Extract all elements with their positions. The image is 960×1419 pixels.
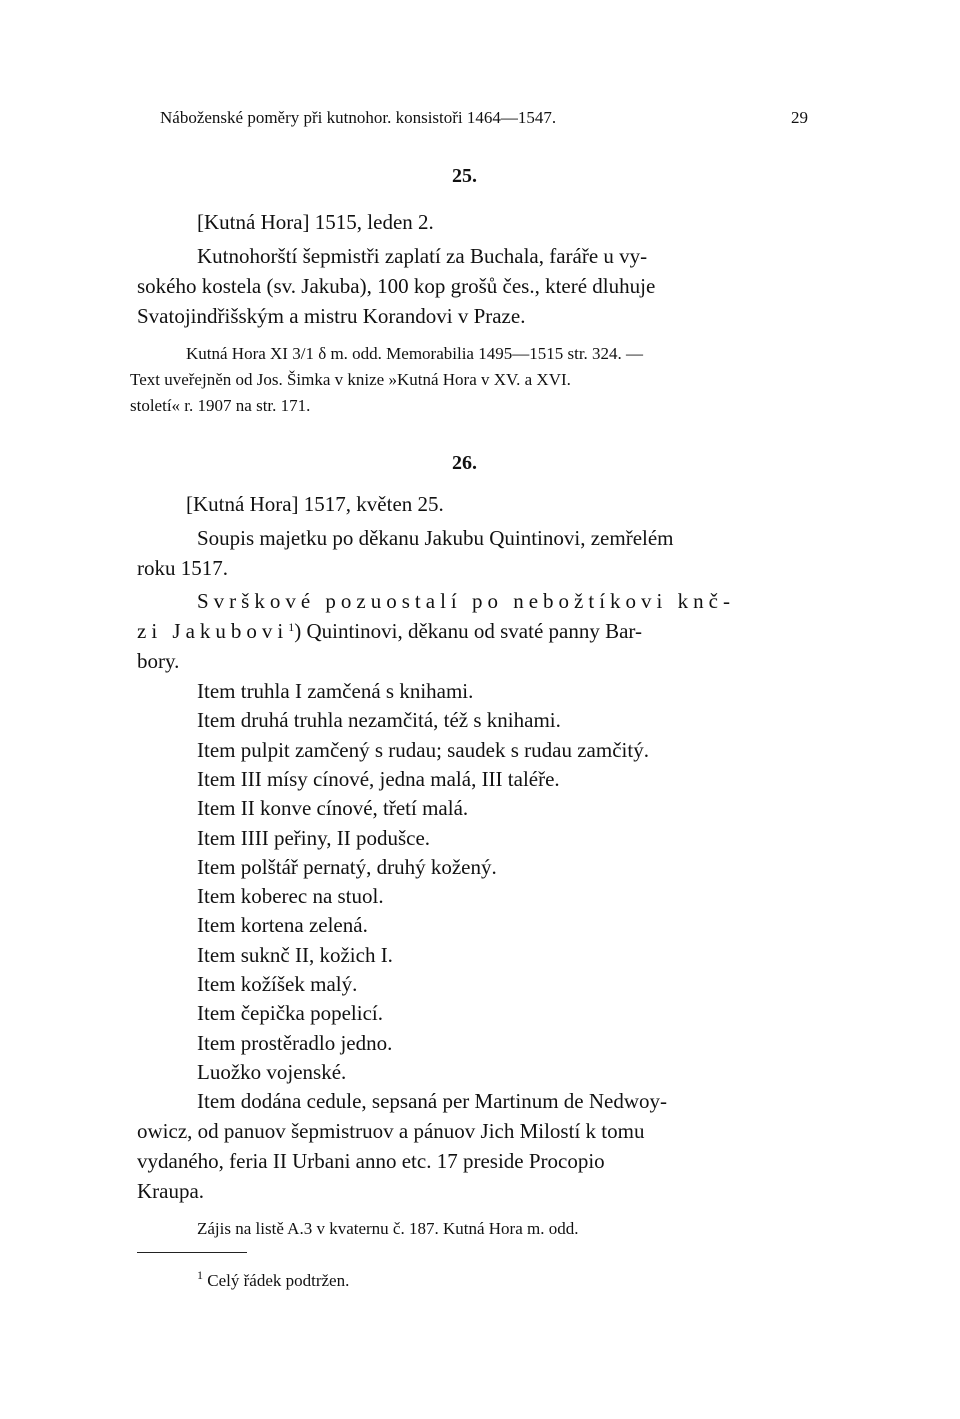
doc26-title-name: zi Jakubovi bbox=[137, 619, 289, 643]
inventory-item: Item druhá truhla nezamčitá, též s knihami. bbox=[197, 708, 561, 732]
doc26-place-date: [Kutná Hora] 1517, květen 25. bbox=[186, 492, 444, 516]
doc26-title-line-2 bbox=[137, 618, 642, 644]
document-number-26: 26. bbox=[452, 452, 477, 474]
inventory-item: Item IIII peřiny, II podušce. bbox=[197, 826, 431, 850]
doc25-source-line-2: Text uveřejněn od Jos. Šimka v knize »Kutná Hora v XV. a XVI. bbox=[130, 370, 571, 389]
footnote-separator bbox=[137, 1252, 247, 1253]
inventory-item: Item truhla I zamčená s knihami. bbox=[197, 679, 474, 703]
running-header-title: Náboženské poměry při kutnohor. konsistoři 1464—1547. bbox=[160, 108, 557, 127]
inventory-item: Item čepička popelicí. bbox=[197, 1001, 383, 1025]
footnote-text: Celý řádek podtržen. bbox=[203, 1271, 350, 1290]
inventory-item: Item II konve cínové, třetí malá. bbox=[197, 796, 469, 820]
doc26-final-line-2: owicz, od panuov šepmistruov a pánuov Jich Milostí k tomu bbox=[137, 1119, 645, 1143]
inventory-item: Item III mísy cínové, jedna malá, III taléře. bbox=[197, 767, 560, 791]
doc25-place-date: [Kutná Hora] 1515, leden 2. bbox=[197, 210, 434, 234]
doc26-final-line-4: Kraupa. bbox=[137, 1179, 205, 1203]
inventory-item: Item pulpit zamčený s rudau; saudek s rudau zamčitý. bbox=[197, 738, 649, 762]
footnote-reference: 1 bbox=[288, 620, 295, 634]
inventory-item: Luožko vojenské. bbox=[197, 1060, 347, 1084]
inventory-item: Item kortena zelená. bbox=[197, 913, 368, 937]
doc25-body-line-3: Svatojindřišským a mistru Korandovi v Praze. bbox=[137, 304, 526, 328]
doc26-source: Zájis na listě A.3 v kvaternu č. 187. Kutná Hora m. odd. bbox=[197, 1219, 579, 1238]
doc26-summary-line-1: Soupis majetku po děkanu Jakubu Quintinovi, zemřelém bbox=[197, 526, 674, 550]
page-number: 29 bbox=[791, 108, 808, 127]
doc25-source-line-1: Kutná Hora XI 3/1 δ m. odd. Memorabilia 1495—1515 str. 324. — bbox=[186, 344, 644, 363]
doc25-body-line-1: Kutnohorští šepmistři zaplatí za Buchala, faráře u vy- bbox=[197, 244, 648, 268]
inventory-item: Item koberec na stuol. bbox=[197, 884, 384, 908]
doc26-summary-line-2: roku 1517. bbox=[137, 556, 228, 580]
document-number-25: 25. bbox=[452, 165, 477, 187]
doc26-title-rest: ) Quintinovi, děkanu od svaté panny Bar- bbox=[294, 619, 642, 643]
footnote bbox=[197, 1270, 349, 1292]
inventory-item: Item polštář pernatý, druhý kožený. bbox=[197, 855, 497, 879]
doc26-title-line-3: bory. bbox=[137, 649, 180, 673]
doc25-source-line-3: století« r. 1907 na str. 171. bbox=[130, 396, 311, 415]
doc26-final-line-3: vydaného, feria II Urbani anno etc. 17 preside Procopio bbox=[137, 1149, 605, 1173]
doc26-title-line-1: Svrškové pozuostalí po nebožtíkovi knč- bbox=[197, 589, 735, 613]
doc25-body-line-2: sokého kostela (sv. Jakuba), 100 kop grošů čes., které dluhuje bbox=[137, 274, 656, 298]
inventory-item: Item kožíšek malý. bbox=[197, 972, 358, 996]
footnote-mark: 1 bbox=[197, 1268, 203, 1282]
inventory-item: Item prostěradlo jedno. bbox=[197, 1031, 393, 1055]
doc26-final-line-1: Item dodána cedule, sepsaná per Martinum de Nedwoy- bbox=[197, 1089, 667, 1113]
inventory-item: Item suknč II, kožich I. bbox=[197, 943, 393, 967]
